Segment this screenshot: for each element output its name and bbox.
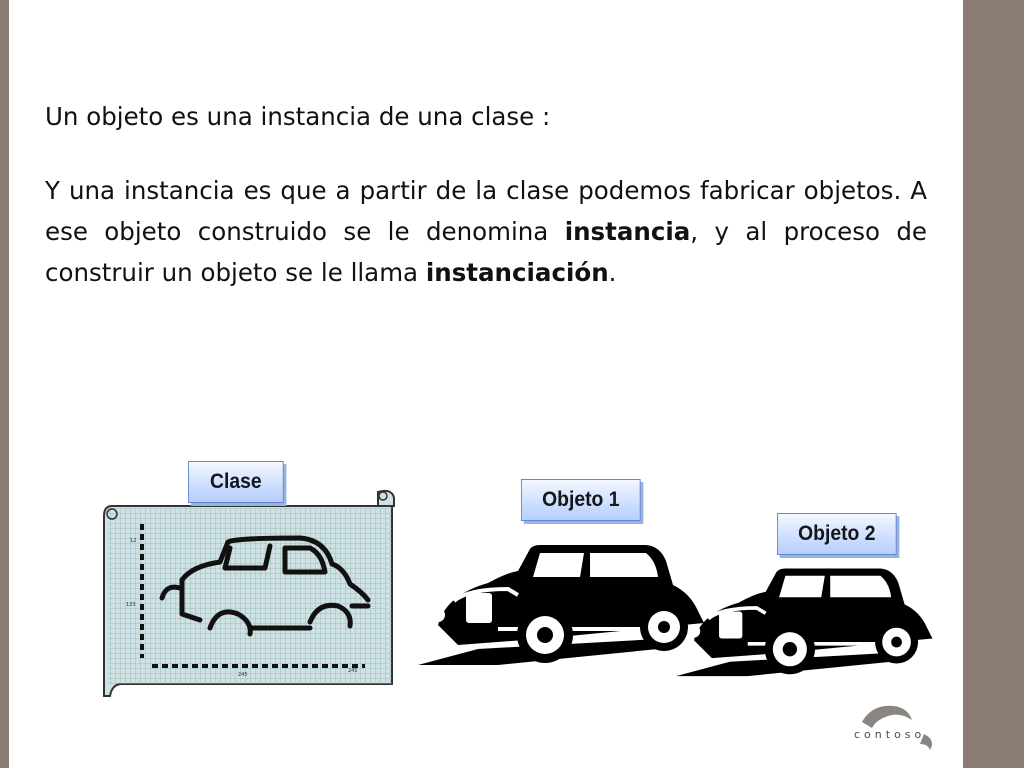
paragraph-part-1: Y una instancia es que a partir de la clase podemos fabricar objetos. A ese objeto construido se le denomina	[45, 176, 927, 246]
objeto-1-label: Objeto 1	[521, 479, 641, 521]
clase-label: Clase	[188, 461, 284, 503]
term-instancia: instancia	[564, 217, 691, 246]
left-border-bar	[0, 0, 9, 768]
right-border-bar	[963, 0, 1024, 768]
logo-text: contoso	[854, 728, 926, 741]
dim-label-horizontal-2: 245	[348, 668, 358, 674]
paragraph-part-2: , y al proceso de construir un objeto se le llama	[45, 217, 927, 287]
dim-label-vertical-1: 12	[130, 538, 137, 544]
car-illustration-2	[676, 565, 936, 685]
dim-label-horizontal-1: 245	[238, 672, 248, 678]
term-instanciacion: instanciación	[425, 258, 609, 287]
dim-label-vertical-2: 133	[126, 602, 136, 608]
contoso-logo	[850, 700, 940, 760]
logo-swirl-icon	[862, 706, 912, 728]
objeto-2-label: Objeto 2	[777, 513, 897, 555]
paragraph-part-3: .	[608, 258, 617, 287]
car-illustration-1	[418, 543, 708, 673]
blueprint-illustration	[100, 488, 400, 698]
slide-body	[45, 96, 927, 293]
definition-paragraph	[45, 170, 927, 293]
heading-line: Un objeto es una instancia de una clase :	[45, 102, 551, 131]
